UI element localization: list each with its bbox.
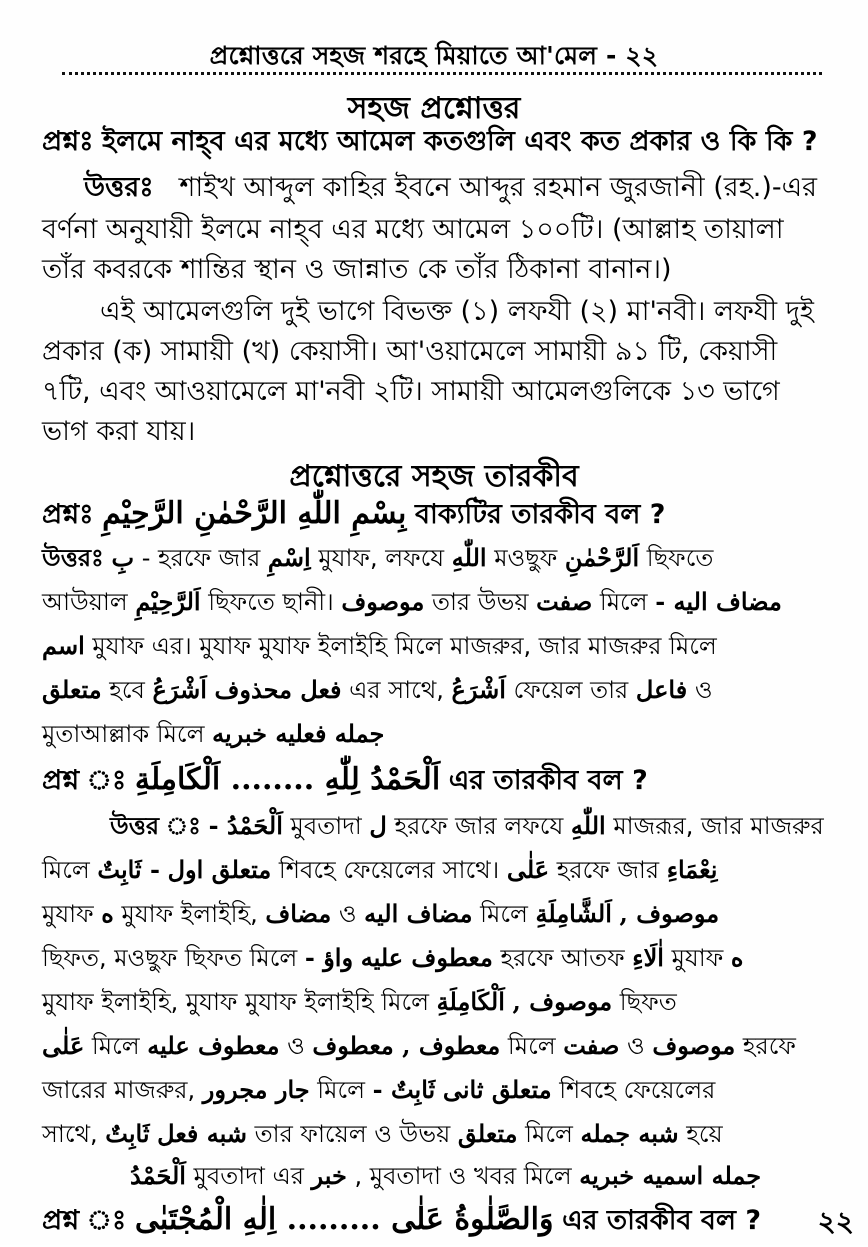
question-label: প্রশ্নঃ — [42, 499, 94, 530]
paragraph-2-line-3: ৭টি, এবং আওয়ামেলে মা'নবী ২টি। সামায়ী আমেলগুলিকে ১৩ ভাগে — [42, 376, 780, 407]
answer-label: উত্তর ঃ — [110, 812, 201, 840]
section-title-2: প্রশ্নোত্তরে সহজ তারকীব — [289, 459, 579, 494]
arabic-term: نِعْمَاءِ — [666, 855, 718, 884]
arabic-term: اللّٰهِ — [570, 811, 606, 840]
arabic-term: اَلرَّحْمٰنِ — [564, 543, 640, 572]
answer-3-line-9 — [0, 1158, 868, 1194]
arabic-phrase: اَلْحَمْدُ لِلّٰهِ ........ اَلْكَامِلَةِ — [134, 762, 441, 797]
answer-3-line-5 — [0, 984, 868, 1020]
answer-text: তার ফায়েল ও উভয় — [254, 1120, 451, 1148]
answer-text: হবে — [109, 676, 145, 704]
answer-text: , মুবতাদা ও খবর মিলে — [354, 1162, 572, 1190]
answer-text: আউয়াল — [42, 588, 128, 616]
answer-text: ও — [287, 1032, 305, 1060]
answer-text: মুযাফ — [671, 944, 724, 972]
question-label: প্রশ্নঃ — [42, 126, 94, 157]
answer-text: মিলে — [525, 1120, 573, 1148]
answer-text: মুযাফ ইলাইহি, — [121, 900, 258, 928]
arabic-term: اِسْمِ — [267, 543, 311, 572]
arabic-term: - مضاف اليه — [655, 587, 782, 616]
arabic-term: اَشْرَعُ — [152, 675, 207, 704]
answer-text: মুযাফ — [42, 900, 94, 928]
question-label: প্রশ্ন ঃ — [42, 1205, 127, 1236]
arabic-term: ثَابِتٌ — [390, 1075, 436, 1104]
question-text: এর তারকীব বল ? — [562, 1205, 762, 1236]
section-title-1: সহজ প্রশ্নোত্তর — [347, 91, 521, 126]
arabic-term: مضاف — [265, 899, 332, 928]
question-text: ইলমে নাহ্‌ব এর মধ্যে আমেল কতগুলি এবং কত প্রকার ও কি কি ? — [102, 126, 818, 157]
answer-text: মওছুফ — [494, 544, 558, 572]
arabic-term: اَلرَّحِيْمِ — [135, 587, 201, 616]
answer-text: মুযাফ এর। মুযাফ মুযাফ ইলাইহি মিলে মাজরুর, জার মাজরুর মিলে — [92, 632, 717, 660]
answer-text: তার উভয় — [431, 588, 529, 616]
answer-text: - হরফে জার — [141, 544, 261, 572]
page-number: ২২ — [817, 1205, 854, 1238]
arabic-term: شبه فعل — [157, 1119, 247, 1148]
arabic-term: متعلق — [457, 1119, 518, 1148]
arabic-term: اٰلَاءِ — [632, 943, 664, 972]
question-text: এর তারকীব বল ? — [448, 765, 648, 796]
answer-text: মাজরূর, জার মাজরুর — [613, 812, 824, 840]
answer-text: হরফে জার লফযে — [394, 812, 564, 840]
answer-2-line-5 — [0, 716, 868, 752]
answer-text: হরফে জার — [556, 856, 660, 884]
answer-text: মিলে — [317, 1076, 366, 1104]
arabic-term: اَشْرَعُ — [451, 675, 506, 704]
arabic-term: معطوف , معطوف — [312, 1031, 501, 1060]
answer-3-line-2 — [0, 852, 868, 888]
answer-text: ও — [627, 1032, 645, 1060]
answer-3-line-6 — [0, 1028, 868, 1064]
question-4-line — [0, 1202, 868, 1239]
answer-text: মিলে — [599, 588, 648, 616]
arabic-term: اَلْكَامِلَةِ — [436, 987, 505, 1016]
running-header: প্রশ্নোত্তরে সহজ শরহে মিয়াতে আ'মেল - ২২ — [209, 41, 659, 70]
arabic-phrase: بِسْمِ اللّٰهِ الرَّحْمٰنِ الرَّحِيْمِ — [102, 496, 407, 531]
arabic-term: ه — [730, 943, 744, 972]
answer-3-line-8 — [0, 1116, 868, 1152]
arabic-term: واؤ — [323, 943, 354, 972]
arabic-term: خبر — [311, 1161, 347, 1190]
answer-2-line-2 — [0, 584, 868, 620]
arabic-term: فاعل — [635, 675, 688, 704]
paragraph-2-line-4: ভাগ করা যায়। — [42, 416, 196, 447]
answer-2-line-4 — [0, 672, 868, 708]
answer-3-line-1 — [0, 808, 868, 844]
answer-text: ছিফত, মওছুফ ছিফত মিলে — [42, 944, 298, 972]
arabic-term: شبه جمله — [580, 1119, 679, 1148]
arabic-term: - اَلْحَمْدُ — [208, 811, 283, 840]
arabic-term: عَلٰى — [506, 855, 550, 884]
answer-1-line-3: তাঁর কবরকে শান্তির স্থান ও জান্নাত কে তাঁর ঠিকানা বানান।) — [42, 254, 672, 285]
arabic-term: جمله اسميه خبريه — [579, 1161, 762, 1190]
arabic-term: موصوف , — [512, 987, 613, 1016]
answer-label: উত্তরঃ — [84, 172, 154, 203]
paragraph-2-line-1: এই আমেলগুলি দুই ভাগে বিভক্ত (১) লফযী (২) মা'নবী। লফযী দুই — [100, 296, 814, 327]
answer-label: উত্তরঃ — [42, 544, 104, 572]
answer-text: মিলে — [42, 856, 90, 884]
answer-2-line-3 — [0, 628, 868, 664]
arabic-term: موصوف , — [619, 899, 720, 928]
arabic-term: بِ — [111, 543, 135, 572]
arabic-term: ثَابِتٌ — [105, 1119, 150, 1148]
arabic-term: - ثَابِتٌ — [97, 855, 160, 884]
answer-2-line-1 — [0, 540, 868, 576]
arabic-term: صفت — [563, 1031, 620, 1060]
arabic-term: جمله فعليه خبريه — [212, 719, 385, 748]
answer-text: শিবহে ফেয়েলের — [559, 1076, 716, 1104]
arabic-term: اَلْحَمْدُ — [130, 1161, 186, 1190]
answer-text: মিলে — [480, 900, 528, 928]
answer-text: ছিফত — [619, 988, 677, 1016]
question-2-line — [0, 496, 868, 533]
arabic-term: اسم — [42, 631, 85, 660]
arabic-term: فعل محذوف — [214, 675, 342, 704]
answer-text: শাইখ আব্দুল কাহির ইবনে আব্দুর রহমান জুরজানী (রহ.)-এর — [179, 172, 818, 203]
answer-text: শিবহে ফেয়েলের সাথে। — [278, 856, 500, 884]
arabic-term: متعلق — [42, 675, 102, 704]
answer-text: ছিফতে — [646, 544, 714, 572]
arabic-term: اَلشَّامِلَةِ — [535, 899, 612, 928]
answer-text: হয়ে — [686, 1120, 723, 1148]
arabic-term: معطوف عليه — [147, 1031, 280, 1060]
answer-text: মুবতাদা এর — [193, 1162, 304, 1190]
arabic-term: اللّٰهِ — [451, 543, 487, 572]
arabic-term: ل — [369, 811, 387, 840]
arabic-term: - معطوف عليه — [304, 943, 493, 972]
answer-text: মিলে — [507, 1032, 556, 1060]
answer-text: মুযাফ, লফযে — [318, 544, 445, 572]
answer-text: এর সাথে, — [349, 676, 444, 704]
answer-3-line-3 — [0, 896, 868, 932]
answer-text: সাথে, — [42, 1120, 98, 1148]
answer-text: মুবতাদা — [290, 812, 362, 840]
answer-text: মিলে — [91, 1032, 140, 1060]
answer-text: হরফে — [742, 1032, 796, 1060]
arabic-term: جار مجرور — [202, 1075, 310, 1104]
question-1-line — [0, 124, 868, 160]
paragraph-2-line-2: প্রকার (ক) সামায়ী (খ) কেয়াসী। আ'ওয়ামেলে সামায়ী ৯১ টি, কেয়াসী — [42, 336, 778, 367]
question-label: প্রশ্ন ঃ — [42, 765, 127, 796]
question-text: বাক্যটির তারকীব বল ? — [414, 499, 666, 530]
answer-text: জারের মাজরুর, — [42, 1076, 196, 1104]
answer-text: মুযাফ ইলাইহি, মুযাফ মুযাফ ইলাইহি মিলে — [42, 988, 430, 1016]
answer-text: মুতাআল্লাক মিলে — [42, 720, 205, 748]
arabic-term: صفت — [536, 587, 593, 616]
answer-3-line-7 — [0, 1072, 868, 1108]
answer-text: ও — [338, 900, 357, 928]
arabic-term: متعلق اول — [167, 855, 272, 884]
header-divider — [62, 72, 822, 75]
arabic-term: موصوف — [341, 587, 425, 616]
arabic-term: - متعلق ثانى — [372, 1075, 552, 1104]
answer-1-line-2: বর্ণনা অনুযায়ী ইলমে নাহ্‌ব এর মধ্যে আমেল ১০০টি। (আল্লাহ তায়ালা — [42, 214, 784, 245]
arabic-term: ه — [101, 899, 114, 928]
answer-text: ফেয়েল তার — [513, 676, 629, 704]
answer-text: হরফে আতফ — [500, 944, 625, 972]
answer-text: ও — [694, 676, 713, 704]
arabic-term: مضاف اليه — [364, 899, 473, 928]
arabic-term: عَلٰى — [42, 1031, 85, 1060]
answer-1-line-1 — [0, 170, 868, 206]
arabic-phrase: وَالصَّلٰوةُ عَلٰى ......... اِلٰهِ الْمُجْتَبٰى — [134, 1202, 554, 1237]
answer-text: ছিফতে ছানী। — [208, 588, 334, 616]
answer-3-line-4 — [0, 940, 868, 976]
arabic-term: موصوف — [652, 1031, 736, 1060]
question-3-line — [0, 762, 868, 799]
